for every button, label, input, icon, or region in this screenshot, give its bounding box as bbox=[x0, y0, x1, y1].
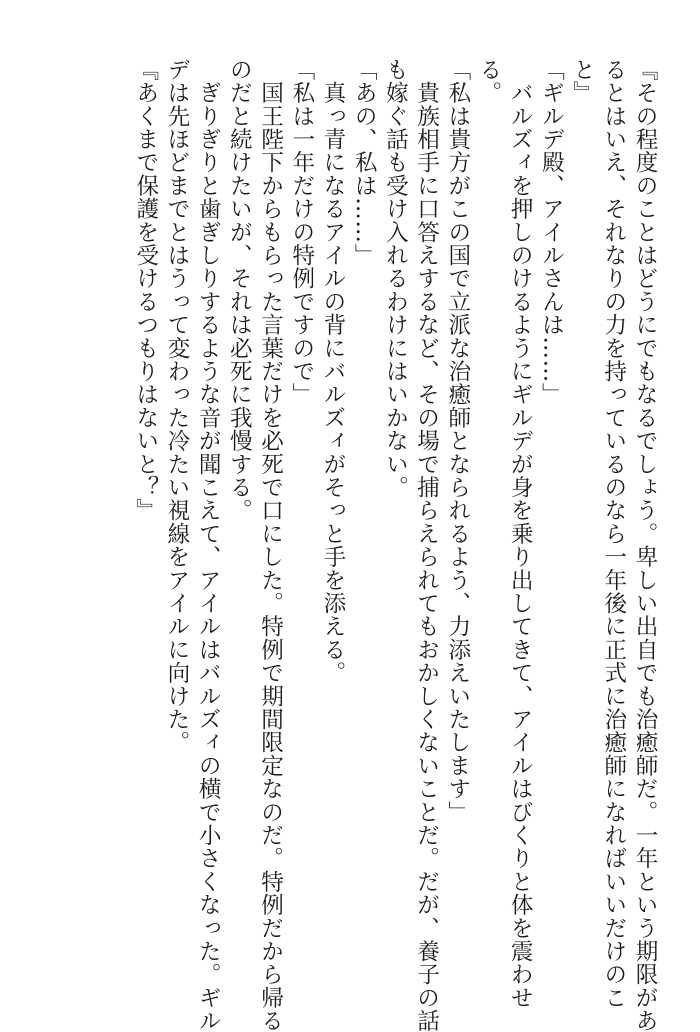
text-line: 貴族相手に口答えするなど、その場で捕らえられてもおかしくないことだ。だが、養子の話 bbox=[413, 58, 440, 1032]
text-line: 「あの、私は……」 bbox=[351, 58, 378, 267]
text-line: 真っ青になるアイルの背にバルズィがそっと手を添える。 bbox=[319, 58, 346, 685]
text-line: 国王陛下からもらった言葉だけを必死で口にした。特例で期間限定なのだ。特例だから帰る bbox=[257, 58, 284, 1032]
text-line: のだと続けたいが、それは必死に我慢する。 bbox=[226, 58, 253, 522]
text-line: 「私は一年だけの特例ですので」 bbox=[288, 58, 315, 406]
text-line: 『あくまで保護を受けるつもりはないと？』 bbox=[132, 58, 159, 522]
text-line: 『その程度のことはどうにでもなるでしょう。卑しい出自でも治癒師だ。一年という期限があ bbox=[632, 58, 658, 1032]
text-line: ぎりぎりと歯ぎしりするような音が聞こえて、アイルはバルズィの横で小さくなった。ギル bbox=[195, 58, 222, 1032]
text-line: 「私は貴方がこの国で立派な治癒師となられるよう、力添えいたします」 bbox=[444, 58, 471, 824]
text-line: る。 bbox=[475, 58, 502, 105]
text-line: も嫁ぐ話も受け入れるわけにはいかない。 bbox=[382, 58, 409, 499]
text-line: 「ギルデ殿、アイルさんは……」 bbox=[538, 58, 565, 406]
text-line: と』 bbox=[569, 58, 596, 105]
text-line: るとはいえ、それなりの力を持っているのなら一年後に正式に治癒師になればいいだけのこ bbox=[600, 58, 627, 1010]
text-line: バルズィを押しのけるようにギルデが身を乗り出してきて、アイルはびくりと体を震わせ bbox=[507, 58, 534, 1010]
vertical-text-body bbox=[130, 58, 660, 1032]
text-line: デは先ほどまでとはうって変わった冷たい視線をアイルに向けた。 bbox=[163, 58, 190, 754]
